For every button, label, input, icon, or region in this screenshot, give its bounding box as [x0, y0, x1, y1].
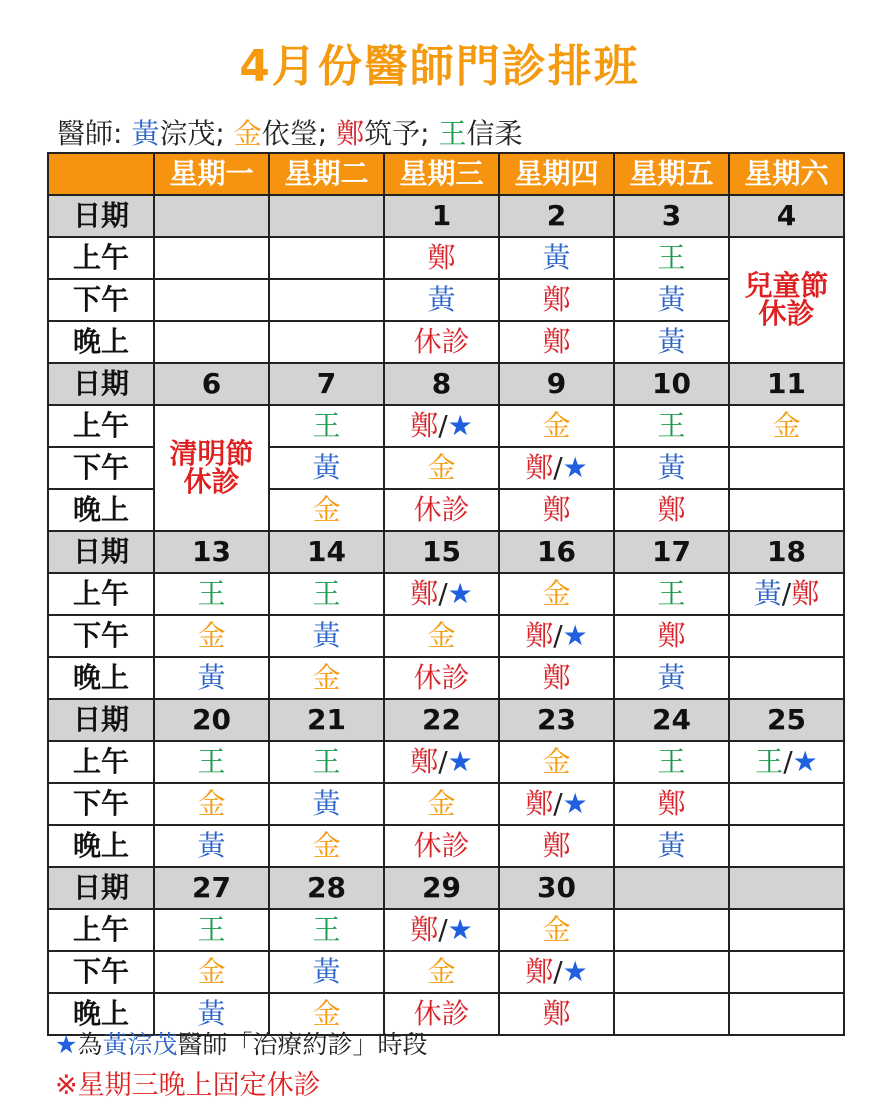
date-cell: 24 [614, 699, 729, 741]
legend-doctor-2-initial: 金 [233, 117, 262, 150]
doctor-mark: 鄭 [525, 619, 554, 652]
row-label-am: 上午 [48, 405, 154, 447]
star-icon: ★ [447, 577, 473, 610]
legend-doctor-1-name: 淙茂 [159, 117, 216, 150]
date-cell: 20 [154, 699, 269, 741]
slot-row-eve [48, 657, 844, 699]
schedule-slot: 黃 [154, 657, 269, 699]
schedule-slot: 金 [269, 489, 384, 531]
date-cell: 10 [614, 363, 729, 405]
schedule-slot [384, 573, 499, 615]
schedule-slot: 金 [499, 405, 614, 447]
schedule-slot: 王 [614, 237, 729, 279]
date-cell: 15 [384, 531, 499, 573]
date-cell: 16 [499, 531, 614, 573]
schedule-slot: 王 [269, 405, 384, 447]
date-cell: 27 [154, 867, 269, 909]
legend-doctor-3-name: 筑予 [364, 117, 421, 150]
holiday-note-line: 兒童節 [744, 269, 829, 302]
slot-row-pm [48, 783, 844, 825]
schedule-slot [384, 741, 499, 783]
schedule-slot: 黃 [499, 237, 614, 279]
schedule-slot [384, 405, 499, 447]
schedule-slot: 鄭 [614, 615, 729, 657]
weekday-header: 星期一 [154, 153, 269, 195]
slot-row-pm [48, 951, 844, 993]
row-label-date: 日期 [48, 195, 154, 237]
date-row [48, 867, 844, 909]
row-label-am: 上午 [48, 909, 154, 951]
date-cell: 21 [269, 699, 384, 741]
schedule-slot [499, 951, 614, 993]
doctor-mark: 鄭 [410, 577, 439, 610]
date-cell [729, 867, 844, 909]
schedule-slot [729, 825, 844, 867]
schedule-slot: 黃 [614, 321, 729, 363]
legend-doctor-1-initial: 黃 [131, 117, 160, 150]
schedule-slot: 休診 [384, 993, 499, 1035]
legend-prefix: 醫師: [57, 117, 132, 150]
weekday-header: 星期五 [614, 153, 729, 195]
holiday-note-cell [154, 405, 269, 531]
slash-separator: / [783, 745, 793, 778]
schedule-slot: 金 [154, 783, 269, 825]
page-title: 4月份醫師門診排班 [239, 41, 640, 92]
schedule-slot [614, 909, 729, 951]
holiday-note-cell [729, 237, 844, 363]
row-label-pm: 下午 [48, 615, 154, 657]
schedule-slot: 王 [269, 741, 384, 783]
schedule-slot: 黃 [614, 279, 729, 321]
doctor-mark: 黃 [753, 577, 782, 610]
footnote-wednesday-closed: ※星期三晚上固定休診 [55, 1070, 321, 1101]
row-label-eve: 晚上 [48, 489, 154, 531]
legend-doctor-4-initial: 王 [438, 117, 467, 150]
legend-doctor-2-name: 依瑩 [261, 117, 318, 150]
date-cell [269, 195, 384, 237]
row-label-pm: 下午 [48, 951, 154, 993]
doctor-mark: 鄭 [525, 451, 554, 484]
holiday-note-line: 清明節 [169, 437, 254, 470]
slash-separator: / [553, 451, 563, 484]
schedule-slot: 黃 [614, 825, 729, 867]
schedule-slot: 金 [154, 615, 269, 657]
schedule-slot: 黃 [614, 447, 729, 489]
slash-separator: / [438, 913, 448, 946]
schedule-slot: 金 [729, 405, 844, 447]
doctor-mark: 鄭 [525, 787, 554, 820]
doctor-legend [57, 112, 523, 152]
slot-row-pm [48, 279, 844, 321]
date-cell: 9 [499, 363, 614, 405]
schedule-slot: 鄭 [499, 279, 614, 321]
date-cell [614, 867, 729, 909]
schedule-slot: 休診 [384, 825, 499, 867]
star-icon: ★ [792, 745, 818, 778]
schedule-slot [729, 447, 844, 489]
doctor-mark: 王 [755, 745, 784, 778]
row-label-date: 日期 [48, 699, 154, 741]
schedule-slot: 金 [499, 573, 614, 615]
row-label-date: 日期 [48, 363, 154, 405]
slash-separator: / [438, 409, 448, 442]
weekday-header: 星期六 [729, 153, 844, 195]
slot-row-am [48, 909, 844, 951]
date-row [48, 699, 844, 741]
star-icon: ★ [55, 1030, 78, 1059]
schedule-slot: 黃 [384, 279, 499, 321]
date-cell: 18 [729, 531, 844, 573]
date-cell: 3 [614, 195, 729, 237]
date-cell: 17 [614, 531, 729, 573]
slash-separator: / [553, 955, 563, 988]
schedule-slot [729, 909, 844, 951]
star-icon: ★ [562, 451, 588, 484]
date-cell [154, 195, 269, 237]
schedule-slot [729, 783, 844, 825]
slot-row-eve [48, 825, 844, 867]
doctor-mark: 鄭 [791, 577, 820, 610]
schedule-slot: 黃 [269, 951, 384, 993]
doctor-mark: 鄭 [525, 955, 554, 988]
schedule-slot: 金 [499, 741, 614, 783]
slash-separator: / [553, 787, 563, 820]
row-label-pm: 下午 [48, 279, 154, 321]
slot-row-eve [48, 321, 844, 363]
schedule-slot: 金 [269, 993, 384, 1035]
schedule-slot: 休診 [384, 489, 499, 531]
schedule-slot: 休診 [384, 657, 499, 699]
schedule-slot: 王 [154, 909, 269, 951]
weekday-header-row [48, 153, 844, 195]
schedule-slot [729, 489, 844, 531]
schedule-slot: 金 [384, 783, 499, 825]
date-row [48, 195, 844, 237]
date-cell: 7 [269, 363, 384, 405]
doctor-mark: 鄭 [410, 745, 439, 778]
schedule-slot [154, 321, 269, 363]
row-label-am: 上午 [48, 573, 154, 615]
schedule-slot: 金 [384, 951, 499, 993]
date-cell: 13 [154, 531, 269, 573]
footnote-star [55, 1025, 427, 1061]
slash-separator: / [781, 577, 792, 610]
header-corner [48, 153, 154, 195]
schedule-slot: 鄭 [499, 657, 614, 699]
schedule-slot: 鄭 [384, 237, 499, 279]
date-cell: 14 [269, 531, 384, 573]
date-cell: 4 [729, 195, 844, 237]
row-label-pm: 下午 [48, 447, 154, 489]
schedule-slot [269, 321, 384, 363]
weekday-header: 星期二 [269, 153, 384, 195]
date-cell: 11 [729, 363, 844, 405]
schedule-slot: 金 [384, 447, 499, 489]
date-cell: 28 [269, 867, 384, 909]
schedule-slot: 金 [269, 657, 384, 699]
star-icon: ★ [447, 913, 473, 946]
star-icon: ★ [562, 955, 588, 988]
schedule-table [47, 152, 845, 1036]
row-label-eve: 晚上 [48, 321, 154, 363]
star-icon: ★ [447, 745, 473, 778]
slot-row-am [48, 405, 844, 447]
legend-separator: ; [420, 117, 439, 150]
schedule-slot [154, 279, 269, 321]
schedule-slot: 王 [154, 573, 269, 615]
date-cell: 2 [499, 195, 614, 237]
footnote-star-text-b: 醫師「治療約診」時段 [177, 1030, 428, 1059]
schedule-slot: 王 [269, 573, 384, 615]
schedule-slot [729, 993, 844, 1035]
schedule-slot [499, 615, 614, 657]
schedule-slot [729, 741, 844, 783]
schedule-slot: 鄭 [499, 321, 614, 363]
footnote-star-text-a: 為 [77, 1030, 103, 1059]
date-cell: 8 [384, 363, 499, 405]
star-icon: ★ [562, 787, 588, 820]
schedule-slot [729, 573, 844, 615]
date-cell: 1 [384, 195, 499, 237]
schedule-slot [499, 783, 614, 825]
slot-row-am [48, 573, 844, 615]
weekday-header: 星期四 [499, 153, 614, 195]
date-row [48, 363, 844, 405]
schedule-slot [614, 951, 729, 993]
slot-row-pm [48, 615, 844, 657]
schedule-slot [269, 279, 384, 321]
slash-separator: / [553, 619, 563, 652]
row-label-date: 日期 [48, 867, 154, 909]
star-icon: ★ [562, 619, 588, 652]
schedule-slot: 金 [384, 615, 499, 657]
schedule-slot [154, 237, 269, 279]
schedule-slot: 王 [269, 909, 384, 951]
row-label-eve: 晚上 [48, 825, 154, 867]
schedule-slot: 鄭 [614, 489, 729, 531]
schedule-slot [729, 615, 844, 657]
schedule-slot: 黃 [269, 615, 384, 657]
schedule-slot [269, 237, 384, 279]
schedule-slot: 金 [154, 951, 269, 993]
schedule-slot: 王 [614, 573, 729, 615]
schedule-slot: 鄭 [499, 993, 614, 1035]
date-row [48, 531, 844, 573]
schedule-slot: 黃 [154, 825, 269, 867]
slot-row-am [48, 741, 844, 783]
doctor-mark: 鄭 [410, 913, 439, 946]
row-label-am: 上午 [48, 741, 154, 783]
slash-separator: / [438, 745, 448, 778]
schedule-slot [614, 993, 729, 1035]
schedule-slot: 王 [614, 405, 729, 447]
schedule-slot: 王 [154, 741, 269, 783]
footnote-star-doctor: 黃淙茂 [102, 1030, 178, 1059]
schedule-slot: 鄭 [614, 783, 729, 825]
date-cell: 30 [499, 867, 614, 909]
schedule-slot: 金 [269, 825, 384, 867]
schedule-slot: 黃 [269, 783, 384, 825]
schedule-slot: 鄭 [499, 825, 614, 867]
schedule-slot: 金 [499, 909, 614, 951]
weekday-header: 星期三 [384, 153, 499, 195]
row-label-eve: 晚上 [48, 993, 154, 1035]
legend-doctor-3-initial: 鄭 [336, 117, 365, 150]
schedule-slot: 黃 [269, 447, 384, 489]
schedule-slot [499, 447, 614, 489]
date-cell: 25 [729, 699, 844, 741]
legend-doctor-4-name: 信柔 [466, 117, 523, 150]
schedule-slot: 王 [614, 741, 729, 783]
row-label-am: 上午 [48, 237, 154, 279]
slash-separator: / [438, 577, 448, 610]
legend-separator: ; [317, 117, 337, 150]
doctor-mark: 鄭 [410, 409, 439, 442]
schedule-slot: 鄭 [499, 489, 614, 531]
star-icon: ★ [447, 409, 473, 442]
schedule-slot [384, 909, 499, 951]
schedule-slot: 黃 [614, 657, 729, 699]
schedule-slot: 休診 [384, 321, 499, 363]
slot-row-am [48, 237, 844, 279]
schedule-slot [729, 657, 844, 699]
date-cell: 29 [384, 867, 499, 909]
holiday-note-line: 休診 [758, 297, 815, 330]
date-cell: 22 [384, 699, 499, 741]
schedule-slot [729, 951, 844, 993]
holiday-note-line: 休診 [183, 465, 240, 498]
row-label-pm: 下午 [48, 783, 154, 825]
row-label-eve: 晚上 [48, 657, 154, 699]
row-label-date: 日期 [48, 531, 154, 573]
date-cell: 6 [154, 363, 269, 405]
schedule-slot: 黃 [154, 993, 269, 1035]
date-cell: 23 [499, 699, 614, 741]
legend-separator: ; [215, 117, 234, 150]
